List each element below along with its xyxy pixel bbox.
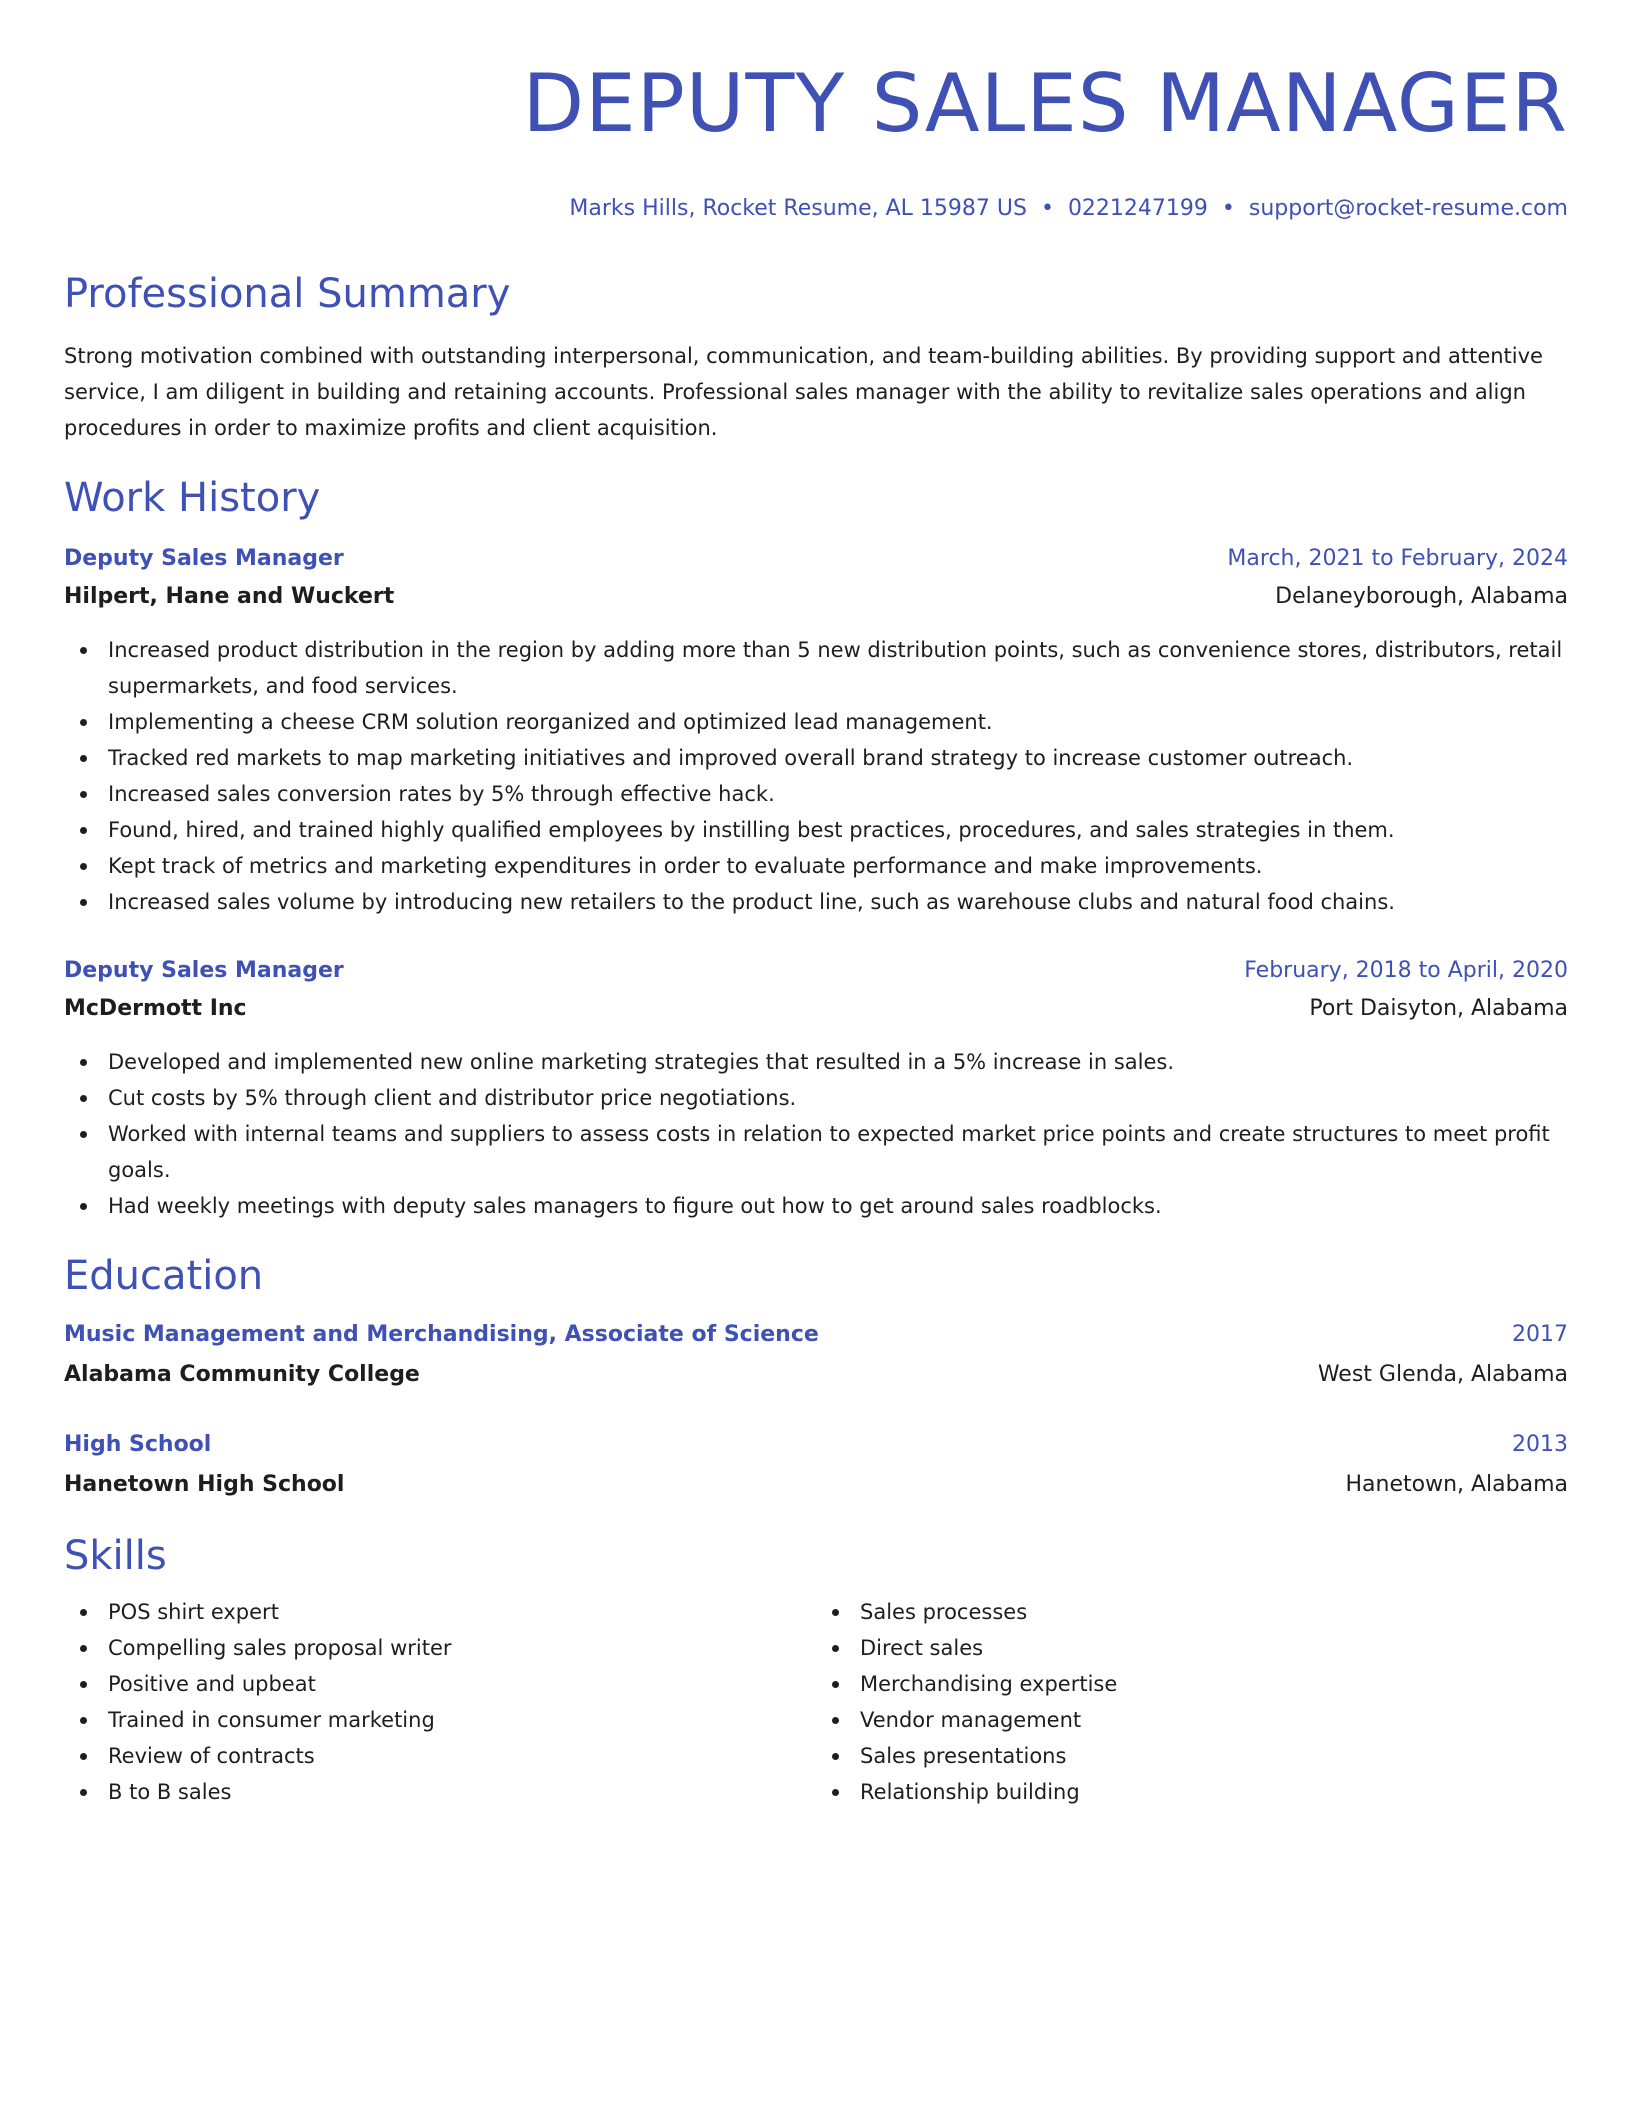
education-location: West Glenda, Alabama	[1317, 1362, 1568, 1387]
job-role: Deputy Sales Manager	[64, 546, 344, 571]
job-company-row	[64, 578, 1568, 616]
summary-section	[64, 270, 1568, 446]
education-section	[64, 1252, 1568, 1506]
skill-item: Compelling sales proposal writer	[64, 1630, 816, 1666]
education-school-row	[64, 1354, 1568, 1396]
education-header-row	[64, 1426, 1568, 1464]
work-history-section	[64, 474, 1568, 1224]
education-entry	[64, 1316, 1568, 1396]
skill-item: B to B sales	[64, 1774, 816, 1810]
skills-title: Skills	[64, 1533, 167, 1579]
job-header-row	[64, 952, 1568, 990]
contact-email: support@rocket-resume.com	[1248, 196, 1568, 221]
education-title: Education	[64, 1253, 264, 1299]
skill-item: Vendor management	[816, 1702, 1568, 1738]
summary-title: Professional Summary	[64, 271, 511, 317]
resume-name: DEPUTY SALES MANAGER	[522, 57, 1568, 150]
skill-item: Sales processes	[816, 1594, 1568, 1630]
education-degree: Music Management and Merchandising, Associate of Science	[64, 1322, 819, 1347]
job-dates: February, 2018 to April, 2020	[1244, 958, 1568, 983]
job-bullet: Increased product distribution in the region by adding more than 5 new distribution points, such as convenience stores, distributors, retail supermarkets, and food services.	[64, 632, 1568, 704]
education-year: 2017	[1512, 1322, 1568, 1347]
job-bullet: Implementing a cheese CRM solution reorganized and optimized lead management.	[64, 704, 1568, 740]
skills-grid	[64, 1594, 1568, 1810]
contact-separator: •	[1040, 196, 1054, 221]
skill-item: Trained in consumer marketing	[64, 1702, 816, 1738]
education-entry	[64, 1426, 1568, 1506]
work-history-title: Work History	[64, 475, 321, 521]
job-company-row	[64, 990, 1568, 1028]
education-school: Hanetown High School	[64, 1472, 345, 1497]
resume-header	[64, 0, 1568, 224]
skill-item: Sales presentations	[816, 1738, 1568, 1774]
job-bullet: Found, hired, and trained highly qualified employees by instilling best practices, procedures, and sales strategies in them.	[64, 812, 1568, 848]
job-location: Delaneyborough, Alabama	[1275, 584, 1568, 609]
job-bullet: Kept track of metrics and marketing expenditures in order to evaluate performance and make improvements.	[64, 848, 1568, 884]
education-school-row	[64, 1464, 1568, 1506]
education-degree: High School	[64, 1432, 212, 1457]
job-bullet: Developed and implemented new online marketing strategies that resulted in a 5% increase in sales.	[64, 1044, 1568, 1080]
skills-list-left	[64, 1594, 816, 1810]
job-bullet: Cut costs by 5% through client and distributor price negotiations.	[64, 1080, 1568, 1116]
job-entry	[64, 952, 1568, 1224]
skill-item: Positive and upbeat	[64, 1666, 816, 1702]
job-bullet-list	[64, 1044, 1568, 1224]
contact-address: Marks Hills, Rocket Resume, AL 15987 US	[569, 196, 1027, 221]
skills-list-right	[816, 1594, 1568, 1810]
job-header-row	[64, 540, 1568, 578]
summary-text: Strong motivation combined with outstanding interpersonal, communication, and team-building abilities. By providing support and attentive service, I am diligent in building and retaining accounts. Professional sales manager with the ability to revitalize sales operations and align procedures in order to maximize profits and client acquisition.	[64, 344, 1543, 440]
job-bullet: Increased sales conversion rates by 5% through effective hack.	[64, 776, 1568, 812]
job-bullet-list	[64, 632, 1568, 920]
education-school: Alabama Community College	[64, 1362, 420, 1387]
contact-separator: •	[1221, 196, 1235, 221]
education-year: 2013	[1512, 1432, 1568, 1457]
skill-item: Merchandising expertise	[816, 1666, 1568, 1702]
job-bullet: Had weekly meetings with deputy sales managers to figure out how to get around sales roadblocks.	[64, 1188, 1568, 1224]
education-location: Hanetown, Alabama	[1345, 1472, 1568, 1497]
job-bullet: Worked with internal teams and suppliers to assess costs in relation to expected market price points and create structures to meet profit goals.	[64, 1116, 1568, 1188]
job-bullet: Increased sales volume by introducing new retailers to the product line, such as warehouse clubs and natural food chains.	[64, 884, 1568, 920]
skill-item: Relationship building	[816, 1774, 1568, 1810]
skills-section	[64, 1532, 1568, 1810]
job-dates: March, 2021 to February, 2024	[1227, 546, 1568, 571]
skill-item: Direct sales	[816, 1630, 1568, 1666]
skill-item: POS shirt expert	[64, 1594, 816, 1630]
contact-line	[64, 194, 1568, 224]
education-header-row	[64, 1316, 1568, 1354]
job-entry	[64, 540, 1568, 920]
job-role: Deputy Sales Manager	[64, 958, 344, 983]
contact-phone: 0221247199	[1067, 196, 1208, 221]
job-location: Port Daisyton, Alabama	[1309, 996, 1568, 1021]
job-company: Hilpert, Hane and Wuckert	[64, 584, 395, 609]
skill-item: Review of contracts	[64, 1738, 816, 1774]
job-company: McDermott Inc	[64, 996, 247, 1021]
job-bullet: Tracked red markets to map marketing initiatives and improved overall brand strategy to increase customer outreach.	[64, 740, 1568, 776]
